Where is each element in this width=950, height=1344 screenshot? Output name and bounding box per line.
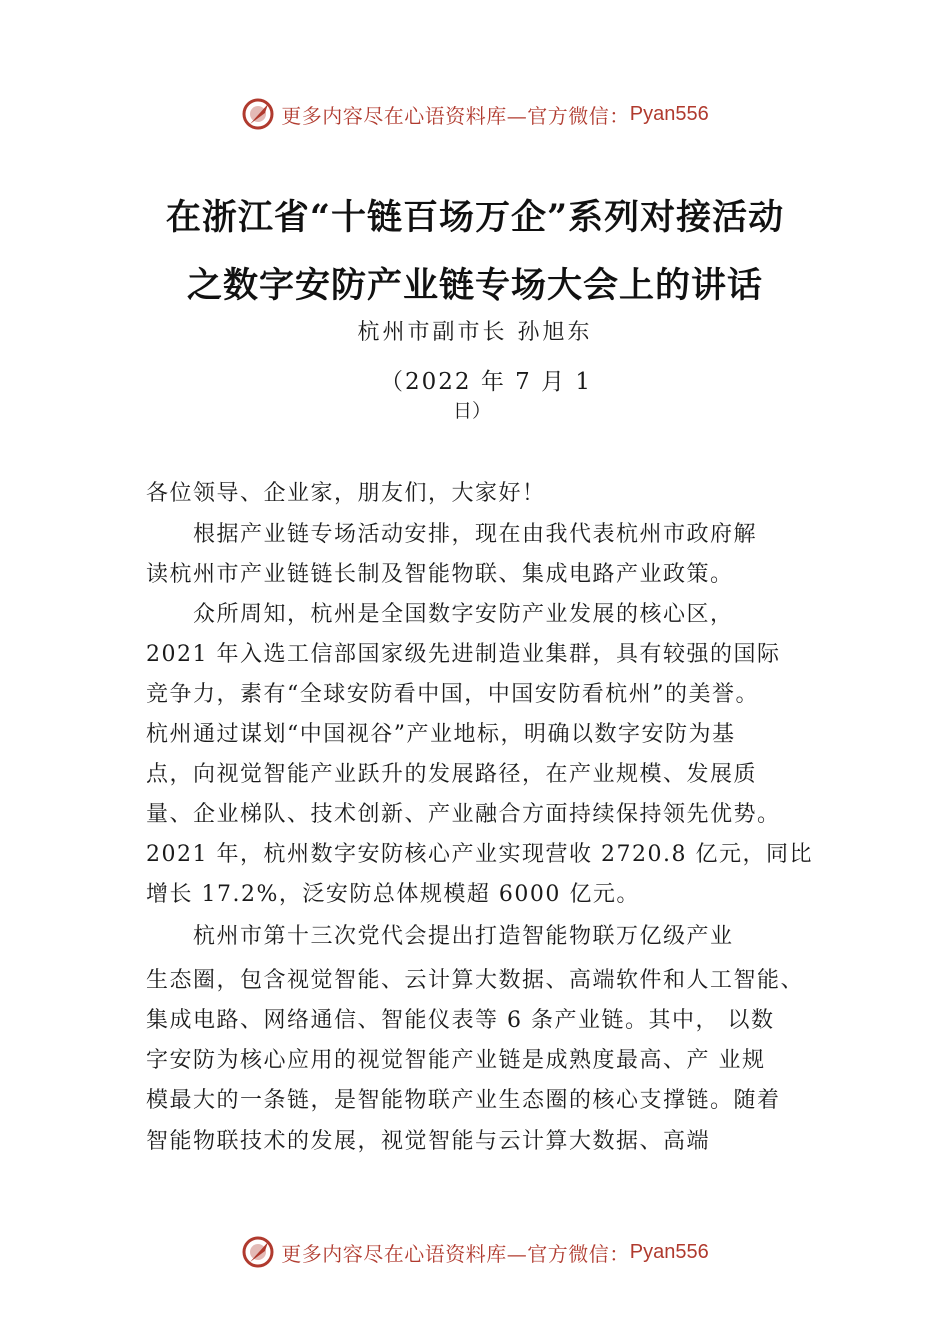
body-line: 生态圈，包含视觉智能、云计算大数据、高端软件和人工智能、 bbox=[146, 968, 805, 993]
body-line: 众所周知，杭州是全国数字安防产业发展的核心区， bbox=[146, 602, 734, 627]
body-line: 读杭州市产业链链长制及智能物联、集成电路产业政策。 bbox=[146, 562, 734, 587]
body-line: 字安防为核心应用的视觉智能产业链是成熟度最高、产 业规 bbox=[146, 1048, 766, 1073]
body-line: 模最大的一条链，是智能物联产业生态圈的核心支撑链。随着 bbox=[146, 1088, 781, 1113]
body-line: 智能物联技术的发展，视觉智能与云计算大数据、高端 bbox=[146, 1129, 711, 1154]
title-line-2: 之数字安防产业链专场大会上的讲话 bbox=[186, 265, 763, 306]
body-line: 杭州市第十三次党代会提出打造智能物联万亿级产业 bbox=[146, 924, 734, 949]
date-line-2: 日） bbox=[453, 400, 492, 422]
footer-banner bbox=[0, 1232, 950, 1272]
author-line: 杭州市副市长 孙旭东 bbox=[357, 320, 593, 345]
banner-text: 更多内容尽在心语资料库—官方微信： bbox=[281, 1241, 630, 1266]
header-banner bbox=[0, 94, 950, 134]
quill-seal-icon bbox=[241, 97, 275, 131]
body-line: 各位领导、企业家，朋友们，大家好！ bbox=[146, 481, 546, 506]
body-line: 竞争力，素有“全球安防看中国，中国安防看杭州”的美誉。 bbox=[146, 682, 759, 707]
quill-seal-icon bbox=[241, 1235, 275, 1269]
body-line: 量、企业梯队、技术创新、产业融合方面持续保持领先优势。 bbox=[146, 802, 781, 827]
body-line: 增长 17.2%，泛安防总体规模超 6000 亿元。 bbox=[146, 882, 640, 907]
banner-text: 更多内容尽在心语资料库—官方微信： bbox=[281, 103, 630, 128]
date-line-1: （2022 年 7 月 1 bbox=[380, 369, 593, 395]
body-line: 2021 年，杭州数字安防核心产业实现营收 2720.8 亿元，同比 bbox=[146, 842, 813, 867]
wechat-id: Pyan556 bbox=[629, 102, 709, 125]
wechat-id: Pyan556 bbox=[629, 1240, 709, 1263]
title-line-1: 在浙江省“十链百场万企”系列对接活动 bbox=[165, 197, 785, 238]
body-line: 点，向视觉智能产业跃升的发展路径，在产业规模、发展质 bbox=[146, 762, 758, 787]
body-line: 杭州通过谋划“中国视谷”产业地标，明确以数字安防为基 bbox=[146, 722, 736, 747]
body-line: 2021 年入选工信部国家级先进制造业集群，具有较强的国际 bbox=[146, 642, 781, 667]
body-line: 根据产业链专场活动安排，现在由我代表杭州市政府解 bbox=[146, 522, 758, 547]
body-line: 集成电路、网络通信、智能仪表等 6 条产业链。其中， 以数 bbox=[146, 1008, 775, 1033]
